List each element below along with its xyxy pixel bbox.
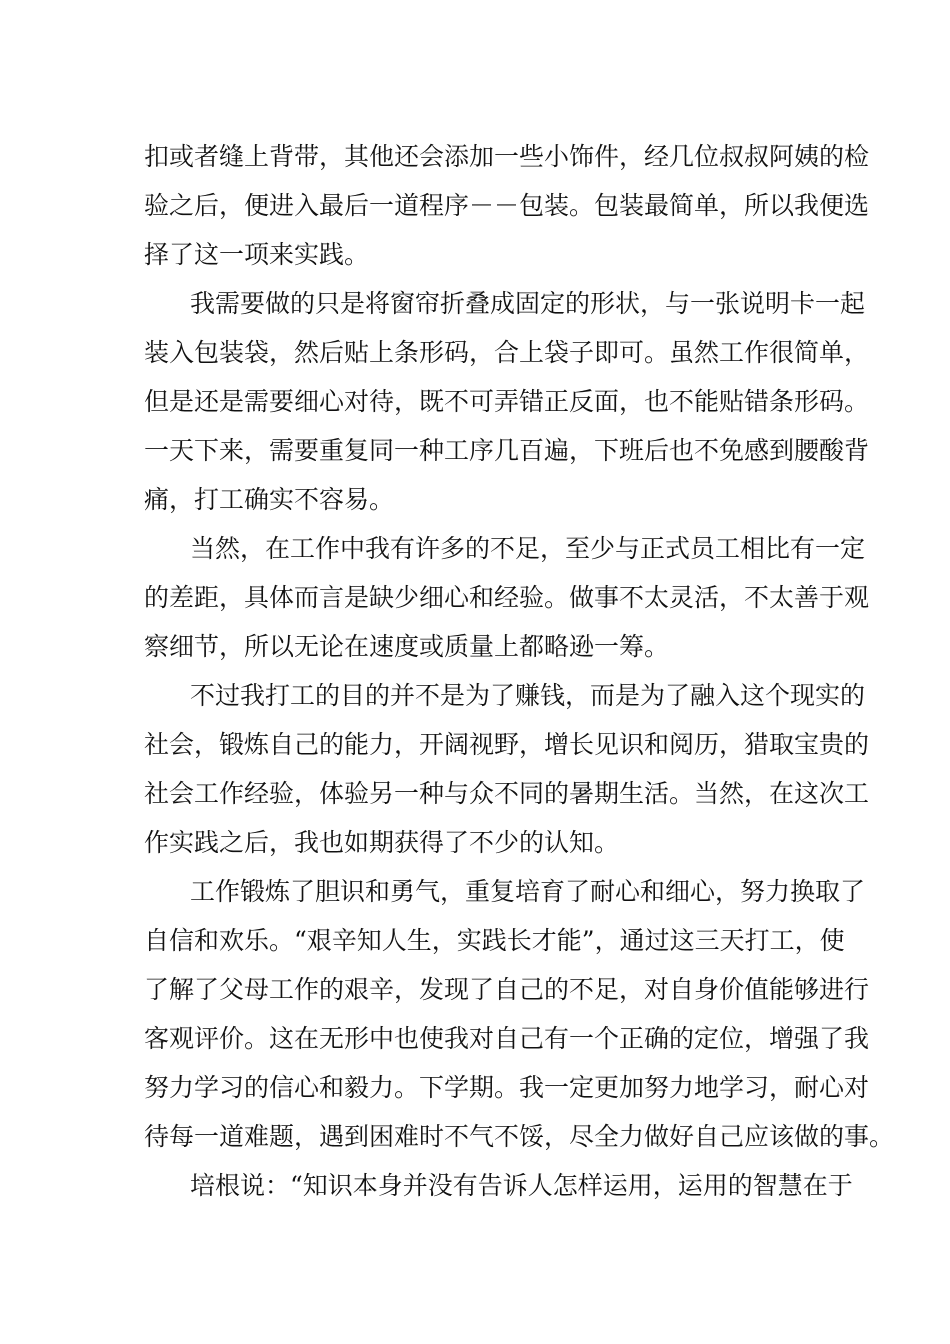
text-line: 扣或者缝上背带，其他还会添加一些小饰件，经几位叔叔阿姨的检 — [144, 142, 870, 171]
paragraph-5 — [144, 867, 895, 1161]
text-line: 不过我打工的目的并不是为了赚钱，而是为了融入这个现实的 — [190, 681, 866, 710]
paragraph-4 — [144, 671, 870, 867]
text-line: 客观评价。这在无形中也使我对自己有一个正确的定位，增强了我 — [144, 1024, 870, 1053]
text-line: 社会，锻炼自己的能力，开阔视野，增长见识和阅历，猎取宝贵的 — [144, 730, 870, 759]
text-line: 作实践之后，我也如期获得了不少的认知。 — [144, 828, 620, 857]
text-line: 的差距，具体而言是缺少细心和经验。做事不太灵活，不太善于观 — [144, 583, 870, 612]
text-line: 当然，在工作中我有许多的不足，至少与正式员工相比有一定 — [190, 534, 866, 563]
text-line: 但是还是需要细心对待，既不可弄错正反面，也不能贴错条形码。 — [144, 387, 870, 416]
text-line: 验之后，便进入最后一道程序－－包装。包装最简单，所以我便选 — [144, 191, 870, 220]
text-line: 社会工作经验，体验另一种与众不同的暑期生活。当然，在这次工 — [144, 779, 870, 808]
text-line: 培根说：“知识本身并没有告诉人怎样运用，运用的智慧在于 — [190, 1171, 853, 1200]
text-line: 自信和欢乐。“艰辛知人生，实践长才能”，通过这三天打工，使 — [144, 926, 845, 955]
paragraph-6 — [144, 1161, 853, 1210]
text-line: 工作锻炼了胆识和勇气，重复培育了耐心和细心，努力换取了 — [190, 877, 866, 906]
paragraph-1 — [144, 132, 870, 279]
text-line: 装入包装袋，然后贴上条形码，合上袋子即可。虽然工作很简单， — [144, 338, 870, 367]
text-line: 我需要做的只是将窗帘折叠成固定的形状，与一张说明卡一起 — [190, 289, 866, 318]
text-line: 努力学习的信心和毅力。下学期。我一定更加努力地学习，耐心对 — [144, 1073, 870, 1102]
text-line: 待每一道难题，遇到困难时不气不馁，尽全力做好自己应该做的事。 — [144, 1122, 895, 1151]
text-line: 一天下来，需要重复同一种工序几百遍，下班后也不免感到腰酸背 — [144, 436, 870, 465]
text-line: 察细节，所以无论在速度或质量上都略逊一筹。 — [144, 632, 670, 661]
body-text — [144, 132, 895, 1210]
paragraph-3 — [144, 524, 870, 671]
text-line: 择了这一项来实践。 — [144, 240, 370, 269]
text-line: 痛，打工确实不容易。 — [144, 485, 395, 514]
paragraph-2 — [144, 279, 870, 524]
text-line: 了解了父母工作的艰辛，发现了自己的不足，对自身价值能够进行 — [144, 975, 870, 1004]
